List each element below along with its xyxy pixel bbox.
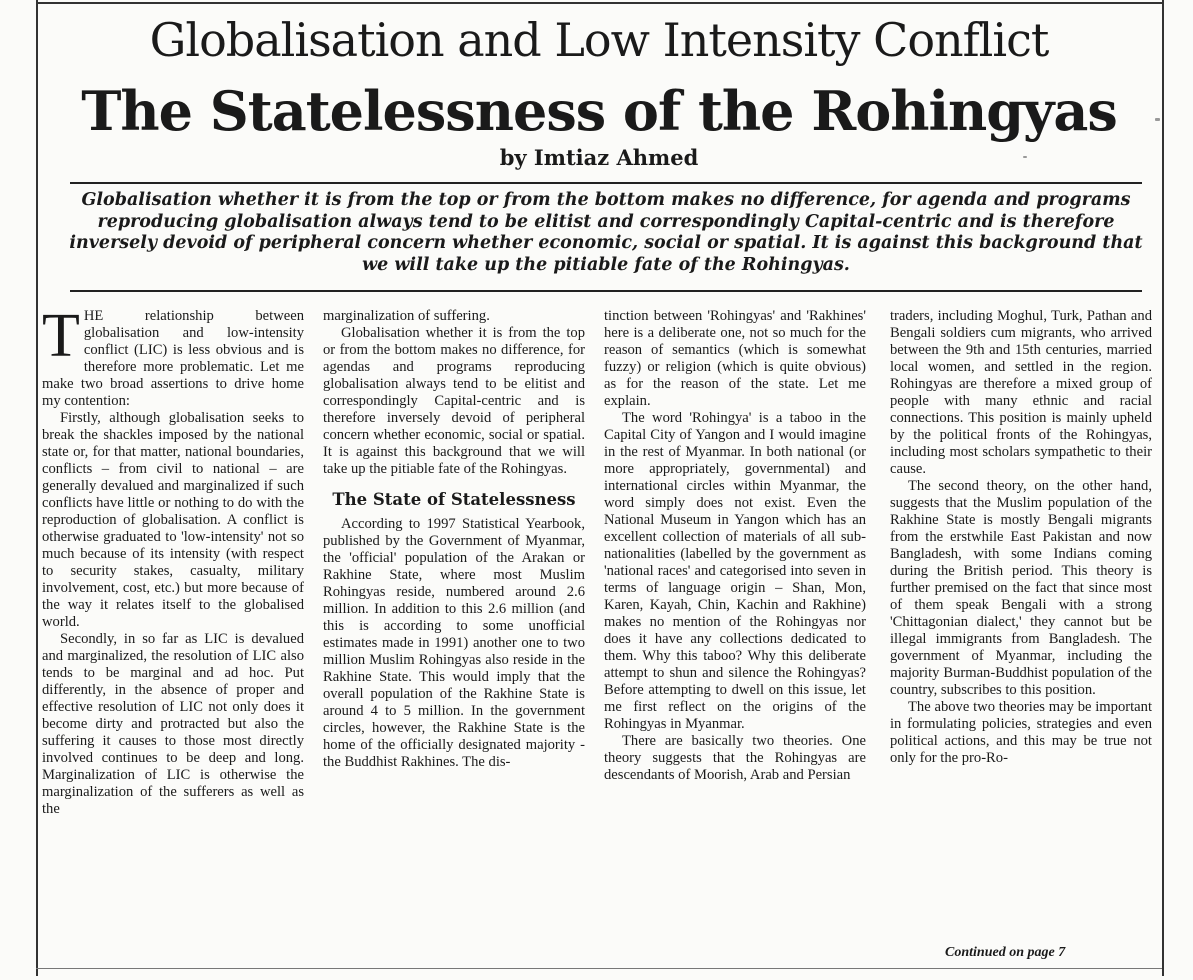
byline: by Imtiaz Ahmed	[499, 145, 699, 170]
paragraph-text: HE relationship between globalisation and low-intensity conflict (LIC) is less obvious and is therefore more problematic. Let me make two broad assertions to drive home my contention:	[42, 308, 304, 409]
standfirst: Globalisation whether it is from the top or from the bottom makes no difference, for agenda and programs reproducing globalisation always tend to be elitist and correspondingly Capital-centric and is therefore inversely devoid of peripheral concern whether economic, social or spatial. It is against this background that we will take up the pitiable fate of the Rohingyas.	[69, 190, 1143, 275]
paragraph-intro	[42, 308, 304, 410]
paragraph-continuation: tinction between 'Rohingyas' and 'Rakhines' here is a deliberate one, not so much for the reason of semantics (which is somewhat fuzzy) or religion (which is quite obvious) as for the reason of the state. Let me explain.	[604, 308, 866, 409]
column-2	[323, 308, 585, 952]
bottom-border	[36, 968, 1162, 969]
paragraph: The second theory, on the other hand, suggests that the Muslim population of the Rakhine State is mostly Bengali migrants from the erstwhile East Pakistan and now Bangladesh, with some Indians coming during the British period. This theory is further premised on the fact that since most of them speak Bengali with a strong 'Chittagonian dialect,' they cannot but be illegal immigrants from Bangladesh. The government of Myanmar, including the majority Burman-Buddhist population of the country, subscribes to this position.	[890, 478, 1152, 698]
column-4	[890, 308, 1152, 952]
headline: The Statelessness of the Rohingyas	[81, 79, 1117, 143]
continued-note: Continued on page 7	[945, 945, 1066, 960]
paragraph: The word 'Rohingya' is a taboo in the Capital City of Yangon and I would imagine in the rest of Myanmar. In both national (or more appropriately, governmental) and international circles within Myanmar, the word simply does not exist. Even the National Museum in Yangon which has an excellent collection of materials of all sub-nationalities (labelled by the government as 'national races' and categorised into seven in terms of language origin – Shan, Mon, Karen, Kayah, Chin, Kachin and Rakhine) makes no mention of the Rohingyas nor does it have any collections dedicated to them. Why this taboo? Why this deliberate attempt to shun and silence the Rohingyas? Before attempting to dwell on this issue, let me first reflect on the origins of the Rohingyas in Myanmar.	[604, 410, 866, 732]
paragraph: Globalisation whether it is from the top or from the bottom makes no difference, for agendas and programs reproducing globalisation always tend to be elitist and correspondingly Capital-centric and is therefore inversely devoid of peripheral concern whether economic, social or spatial. It is against this background that we will take up the pitiable fate of the Rohingyas.	[323, 325, 585, 477]
paragraph: The above two theories may be important in formulating policies, strategies and even political actions, and this may be true not only for the pro-Ro-	[890, 699, 1152, 766]
paragraph: Secondly, in so far as LIC is devalued and marginalized, the resolution of LIC also tends to be marginal and ad hoc. Put differently, in the absence of proper and effective resolution of LIC not only does it become dirty and protracted but also the suffering it causes to those most directly involved continues to be deep and long. Marginalization of LIC is otherwise the marginalization of the sufferers as well as the	[42, 631, 304, 817]
column-3	[604, 308, 866, 952]
paragraph-continuation: traders, including Moghul, Turk, Pathan and Bengali soldiers cum migrants, who arrived between the 9th and 15th centuries, married local women, and settled in the region. Rohingyas are therefore a mixed group of people with many ethnic and racial connections. This position is mainly upheld by the political fronts of the Rohingyas, including most scholars sympathetic to their cause.	[890, 308, 1152, 477]
print-speck	[1023, 156, 1027, 158]
drop-cap: T	[42, 308, 80, 370]
paragraph: According to 1997 Statistical Yearbook, published by the Government of Myanmar, the 'official' population of the Arakan or Rakhine State, where most Muslim Rohingyas reside, numbered around 2.6 million. In addition to this 2.6 million (and this is according to some unofficial estimates made in 1991) another one to two million Muslim Rohingyas also reside in the Rakhine State. This would imply that the overall population of the Rakhine State is around 4 to 5 million. In the government circles, however, the Rakhine State is the home of the officially designated majority - the Buddhist Rakhines. The dis-	[323, 516, 585, 770]
standfirst-bottom-rule	[70, 290, 1142, 292]
paragraph-continuation: marginalization of suffering.	[323, 308, 490, 324]
column-1	[42, 308, 304, 952]
section-subhead: The State of Statelessness	[332, 490, 576, 509]
standfirst-top-rule	[70, 182, 1142, 184]
kicker-title: Globalisation and Low Intensity Conflict	[149, 13, 1049, 67]
paragraph: There are basically two theories. One theory suggests that the Rohingyas are descendants of Moorish, Arab and Persian	[604, 733, 866, 783]
paragraph: Firstly, although globalisation seeks to break the shackles imposed by the national state or, for that matter, national boundaries, conflicts – from civil to national – are generally devalued and marginalized if such conflicts have little or nothing to do with the reproduction of globalisation. A conflict is otherwise graduated to 'low-intensity' not so much because of its intensity (with respect to security stakes, casualty, military involvement, cost, etc.) but more because of the way it relates itself to the globalised world.	[42, 410, 304, 630]
print-speck	[1155, 118, 1160, 121]
